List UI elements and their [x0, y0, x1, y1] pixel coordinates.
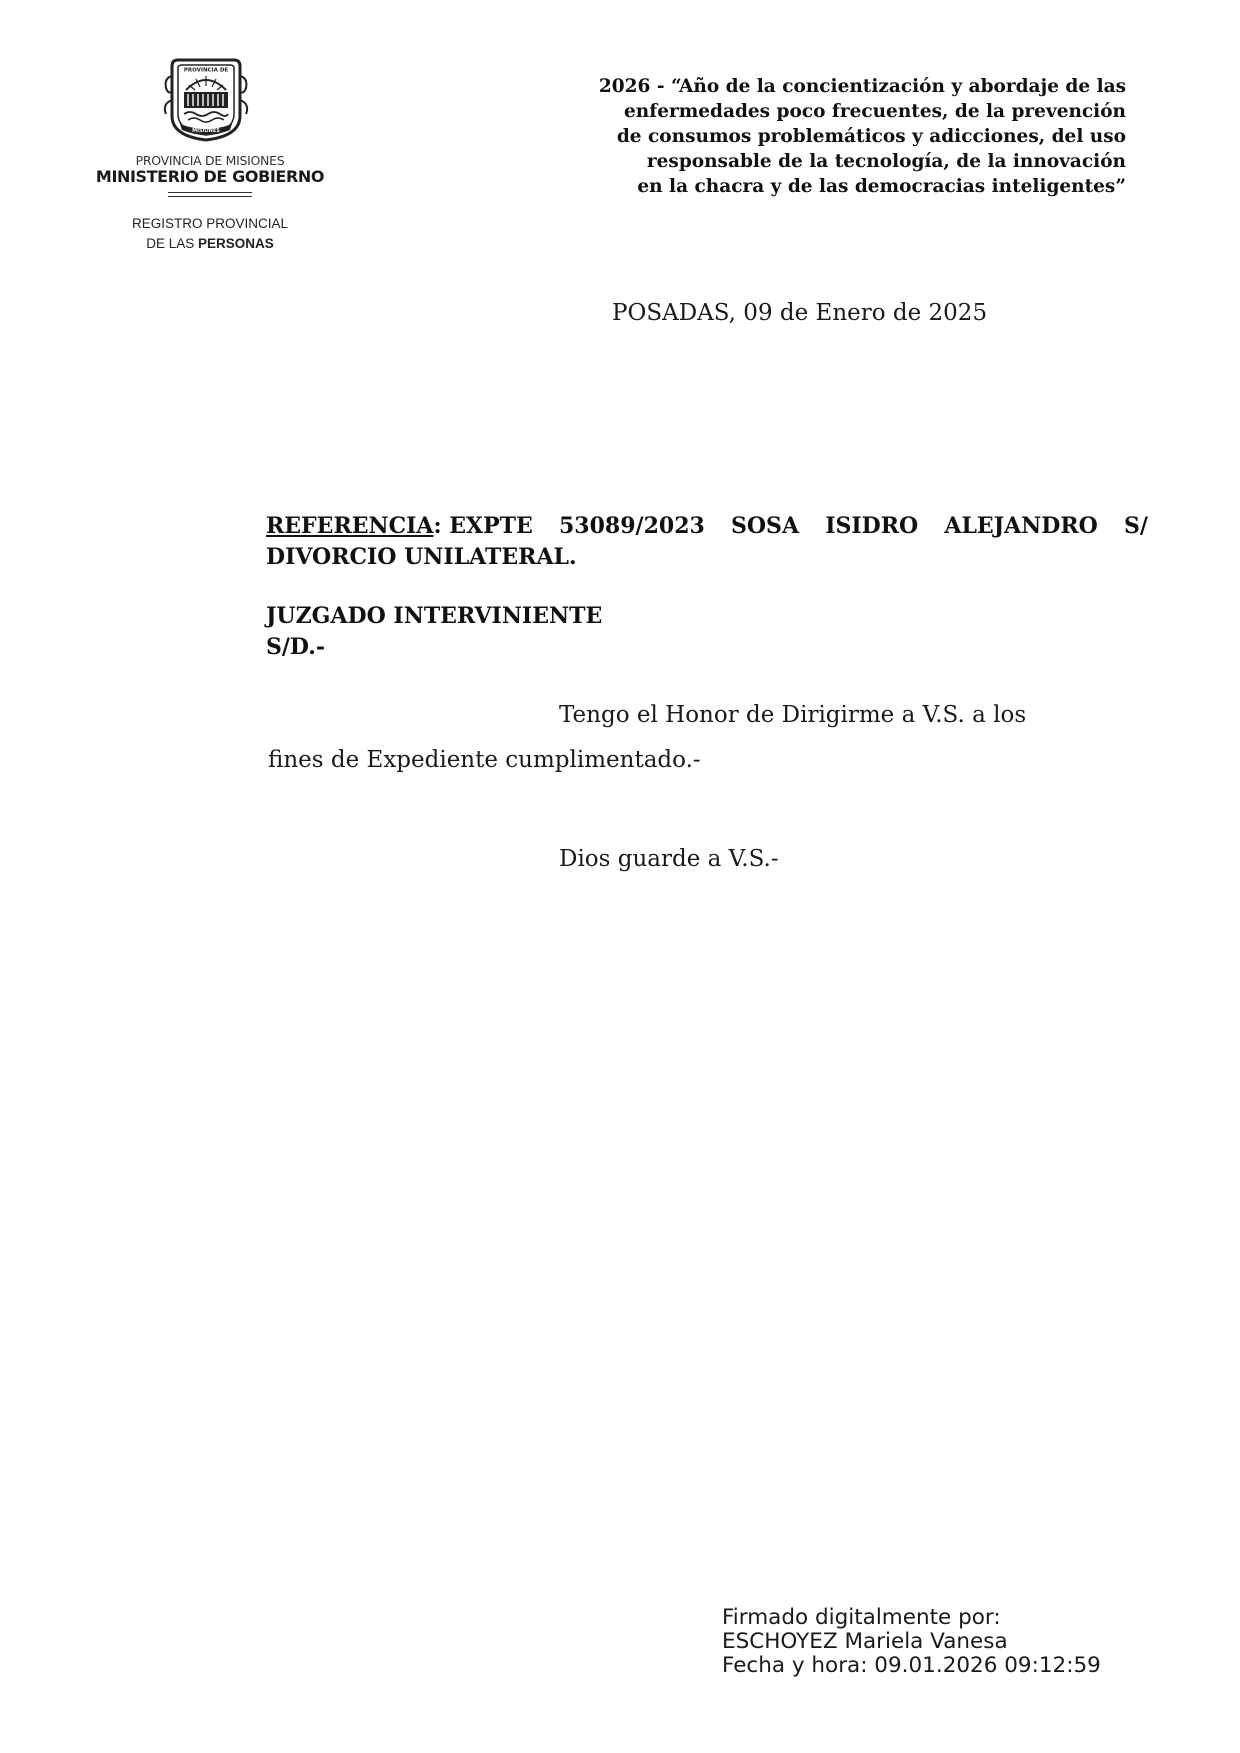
ministry-name: MINISTERIO DE GOBIERNO [95, 167, 325, 186]
reference-word: SOSA [731, 513, 800, 539]
registry-line-1: REGISTRO PROVINCIAL [131, 216, 289, 231]
motto-line: de consumos problemáticos y adicciones, del uso [616, 126, 1126, 147]
reference-block [266, 511, 1148, 573]
body-line-1: Tengo el Honor de Dirigirme a V.S. a los [559, 702, 1027, 728]
provincial-seal-icon [158, 56, 254, 142]
court-name: JUZGADO INTERVINIENTE [266, 603, 603, 629]
motto-line: en la chacra y de las democracias inteligentes” [637, 176, 1126, 197]
reference-word: : [433, 513, 442, 539]
reference-word: 53089/2023 [559, 513, 705, 539]
reference-head [266, 511, 533, 542]
reference-line-1 [266, 511, 1148, 542]
province-name: PROVINCIA DE MISIONES [135, 153, 285, 168]
digital-signature [722, 1606, 1101, 1678]
reference-word: ISIDRO [825, 513, 919, 539]
registry-line-2-bold: PERSONAS [198, 236, 274, 251]
year-motto [526, 74, 1126, 199]
addressee-block [266, 601, 602, 663]
registry-name [110, 214, 310, 254]
motto-line: responsable de la tecnología, de la innovación [646, 151, 1126, 172]
letter-date: POSADAS, 09 de Enero de 2025 [612, 300, 988, 326]
reference-label: REFERENCIA [266, 513, 434, 539]
reference-word: ALEJANDRO [944, 513, 1098, 539]
salutation: S/D.- [266, 634, 326, 660]
reference-line-2: DIVORCIO UNILATERAL. [266, 544, 577, 570]
registry-line-2 [110, 234, 310, 254]
seal-top-text: PROVINCIA DE [183, 67, 229, 74]
signature-line-1: Firmado digitalmente por: [722, 1605, 1001, 1630]
motto-line: 2026 - “Año de la concientización y abordaje de las [598, 76, 1126, 97]
signature-signer: ESCHOYEZ Mariela Vanesa [722, 1629, 1008, 1654]
signature-timestamp: Fecha y hora: 09.01.2026 09:12:59 [722, 1653, 1101, 1678]
ministry-logo [90, 56, 330, 206]
seal-bottom-text: MISIONES [192, 128, 220, 134]
body-line-2: fines de Expediente cumplimentado.- [268, 747, 701, 773]
reference-word: EXPTE [449, 513, 533, 539]
registry-line-2-prefix: DE LAS [146, 236, 198, 251]
reference-word: S/ [1124, 513, 1148, 539]
logo-divider [168, 192, 252, 197]
motto-line: enfermedades poco frecuentes, de la prevención [624, 101, 1126, 122]
closing-line: Dios guarde a V.S.- [559, 846, 779, 872]
